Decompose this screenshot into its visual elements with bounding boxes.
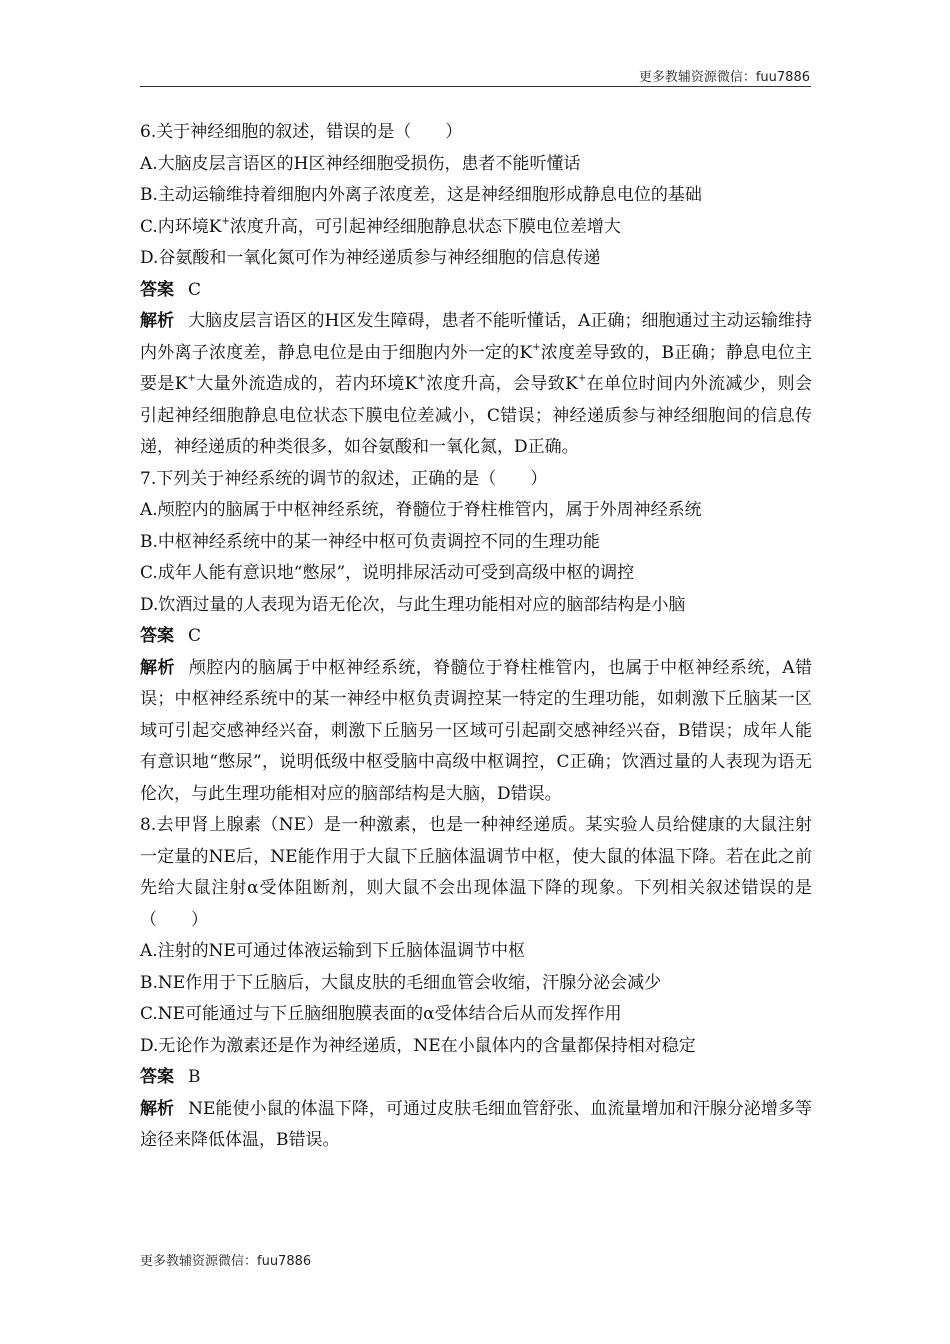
answer-value: C — [188, 279, 202, 300]
option-c: C.NE可能通过与下丘脑细胞膜表面的α受体结合后从而发挥作用 — [140, 1004, 622, 1024]
option-d: D.谷氨酸和一氧化氮可作为神经递质参与神经细胞的信息传递 — [140, 248, 601, 268]
superscript: + — [187, 373, 196, 385]
superscript: + — [577, 373, 587, 385]
answer-label: 答案 — [140, 1067, 174, 1087]
option-c — [140, 212, 812, 244]
question-8 — [140, 810, 812, 1157]
option-d: D.饮酒过量的人表现为语无伦次，与此生理功能相对应的脑部结构是小脑 — [140, 594, 686, 615]
option-b: B.NE作用于下丘脑后，大鼠皮肤的毛细血管会收缩，汗腺分泌会减少 — [140, 972, 662, 993]
question-stem: 8.去甲肾上腺素（NE）是一种激素，也是一种神经递质。某实验人员给健康的大鼠注射一定量的NE后，NE能作用于大鼠下丘脑体温调节中枢，使大鼠的体温下降。若在此之前先给大鼠注射α受体阻断剂，则大鼠不会出现体温下降的现象。下列相关叙述错误的是（ ） — [140, 815, 812, 930]
analysis-label: 解析 — [140, 311, 175, 331]
answer-label: 答案 — [140, 626, 174, 646]
option-d: D.无论作为激素还是作为神经递质，NE在小鼠体内的含量都保持相对稳定 — [140, 1035, 696, 1056]
answer-value: B — [188, 1067, 201, 1087]
option-a: A.注射的NE可通过体液运输到下丘脑体温调节中枢 — [140, 941, 525, 961]
analysis-text: 颅腔内的脑属于中枢神经系统，脊髓位于脊柱椎管内，也属于中枢神经系统，A错误；中枢神经系统中的某一神经中枢负责调控某一特定的生理功能，如刺激下丘脑某一区域可引起交感神经兴奋，刺激下丘脑另一区域可引起副交感神经兴奋，B错误；成年人能有意识地“憋尿”，说明低级中枢受脑中高级中枢调控，C正确；饮酒过量的人表现为语无伦次，与此生理功能相对应的脑部结构是大脑，D错误。 — [140, 657, 812, 804]
analysis-text: 大量外流造成的，若内环境K — [195, 374, 418, 394]
document-body — [140, 117, 812, 1157]
answer-value: C — [188, 626, 202, 646]
question-6 — [140, 117, 812, 464]
analysis — [140, 306, 812, 464]
superscript: + — [417, 373, 426, 385]
answer-row — [140, 621, 812, 653]
option-c-text-cont: 浓度升高，可引起神经细胞静息状态下膜电位差增大 — [229, 216, 621, 237]
option-b: B.主动运输维持着细胞内外离子浓度差，这是神经细胞形成静息电位的基础 — [140, 185, 702, 205]
analysis-text: NE能使小鼠的体温下降，可通过皮肤毛细血管舒张、血流量增加和汗腺分泌增多等途径来降低体温，B错误。 — [140, 1098, 812, 1150]
header-divider — [140, 86, 811, 87]
analysis-label: 解析 — [140, 1098, 175, 1119]
question-7 — [140, 464, 812, 811]
option-c-text: C.内环境K — [140, 216, 222, 237]
analysis-text: 大脑皮层言语区的H区发生障碍，患者不能听懂话，A正确；细胞通过主动运输维持内外离子浓度差，静息电位是由于细胞内外一定的K — [140, 311, 813, 363]
answer-row — [140, 1062, 812, 1094]
superscript: + — [532, 341, 541, 353]
option-b: B.中枢神经系统中的某一神经中枢可负责调控不同的生理功能 — [140, 531, 600, 552]
footer-watermark: 更多教辅资源微信：fuu7886 — [140, 1254, 312, 1269]
question-stem: 6.关于神经细胞的叙述，错误的是（ ） — [140, 122, 463, 142]
answer-row — [140, 275, 812, 307]
answer-label: 答案 — [140, 279, 174, 300]
option-a: A.颅腔内的脑属于中枢神经系统，脊髓位于脊柱椎管内，属于外周神经系统 — [140, 500, 702, 520]
analysis-text: 在单位时间内外流减少，则会引起神经细胞静息电位状态下膜电位差减小，C错误；神经递质参与神经细胞间的信息传递，神经递质的种类很多，如谷氨酸和一氧化氮，D正确。 — [140, 374, 813, 457]
analysis — [140, 653, 812, 811]
option-a: A.大脑皮层言语区的H区神经细胞受损伤，患者不能听懂话 — [140, 153, 581, 174]
analysis-text: 浓度升高，会导致K — [425, 374, 578, 394]
header-watermark: 更多教辅资源微信：fuu7886 — [638, 70, 810, 85]
analysis-text: 浓度差导致的，B正确；静息电位主要是K — [140, 342, 812, 394]
analysis-label: 解析 — [140, 657, 175, 678]
question-stem: 7.下列关于神经系统的调节的叙述，正确的是（ ） — [140, 468, 548, 489]
analysis — [140, 1094, 812, 1157]
superscript: + — [221, 215, 230, 227]
option-c: C.成年人能有意识地“憋尿”，说明排尿活动可受到高级中枢的调控 — [140, 563, 635, 583]
